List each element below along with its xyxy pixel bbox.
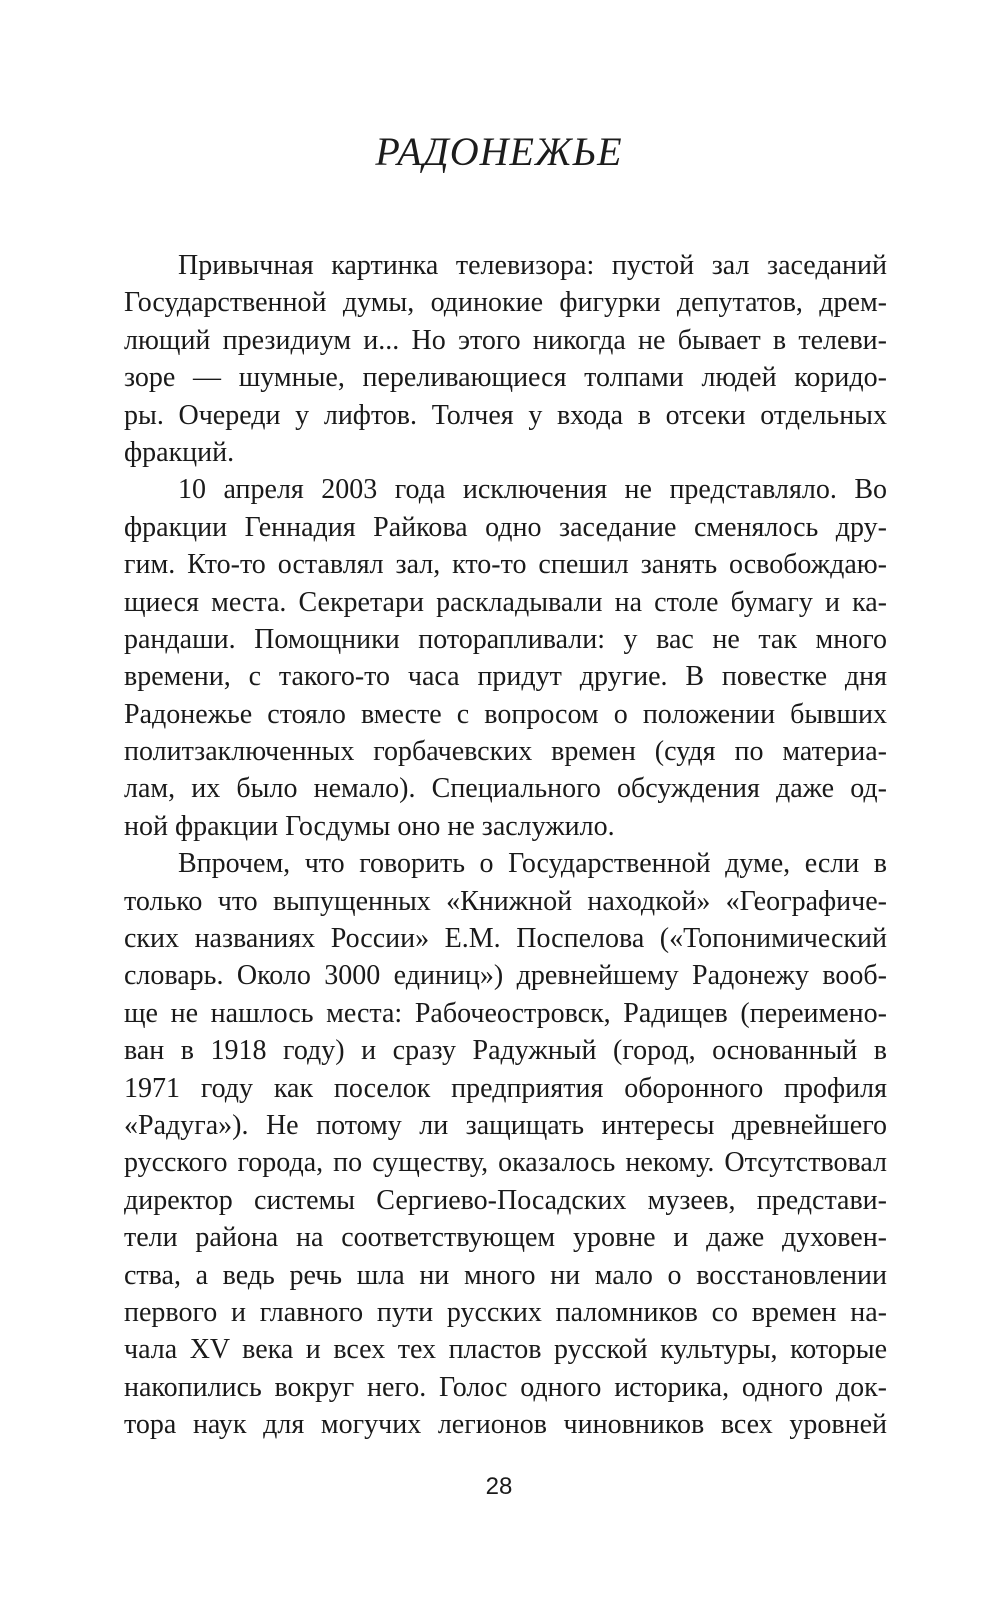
text-line: ры. Очереди у лифтов. Толчея у входа в отсеки отдельных [124, 399, 887, 431]
text-line: зоре — шумные, переливающиеся толпами людей коридо- [124, 362, 887, 394]
text-line: ских названиях России» Е.М. Поспелова («Топонимический [124, 923, 887, 955]
text-line: ван в 1918 году) и сразу Радужный (город, основанный в [124, 1035, 887, 1067]
text-line: лам, их было немало). Специального обсуждения даже од- [124, 773, 887, 805]
page-number: 28 [485, 1473, 513, 1500]
text-line: лющий президиум и... Но этого никогда не бывает в телеви- [124, 324, 887, 356]
text-line: 10 апреля 2003 года исключения не представляло. Во [178, 474, 887, 506]
text-line: Впрочем, что говорить о Государственной думе, если в [178, 848, 887, 880]
text-line: ще не нашлось места: Рабочеостровск, Радищев (переимено- [124, 997, 887, 1029]
text-line: русского города, по существу, оказалось некому. Отсутствовал [124, 1147, 887, 1179]
text-line: фракций. [124, 436, 235, 468]
text-line: тора наук для могучих легионов чиновников всех уровней [124, 1409, 887, 1441]
body-text [124, 247, 887, 1444]
text-line: времени, с такого-то часа придут другие. В повестке дня [124, 661, 887, 693]
chapter-title: РАДОНЕЖЬЕ [375, 129, 623, 174]
text-line: чала XV века и всех тех пластов русской культуры, которые [124, 1334, 887, 1366]
text-line: Радонежье стояло вместе с вопросом о положении бывших [124, 698, 887, 730]
text-line: 1971 году как поселок предприятия оборонного профиля [124, 1072, 887, 1104]
text-line: политзаключенных горбачевских времен (судя по материа- [124, 736, 887, 768]
text-line: тели района на соответствующем уровне и даже духовен- [124, 1222, 887, 1254]
text-line: первого и главного пути русских паломников со времен на- [124, 1296, 887, 1328]
text-line: словарь. Около 3000 единиц») древнейшему Радонежу вооб- [124, 960, 887, 992]
text-line: Привычная картинка телевизора: пустой зал заседаний [178, 250, 887, 281]
text-line: директор системы Сергиево-Посадских музеев, представи- [124, 1184, 887, 1216]
text-line: «Радуга»). Не потому ли защищать интересы древнейшего [124, 1109, 887, 1141]
text-line: гим. Кто-то оставлял зал, кто-то спешил занять освобождаю- [124, 549, 887, 581]
text-line: только что выпущенных «Книжной находкой» «Географиче- [124, 885, 887, 917]
text-line: Государственной думы, одинокие фигурки депутатов, дрем- [124, 287, 887, 319]
text-line: ной фракции Госдумы оно не заслужило. [124, 810, 615, 842]
text-line: фракции Геннадия Райкова одно заседание сменялось дру- [124, 511, 887, 543]
text-line: ства, а ведь речь шла ни много ни мало о восстановлении [124, 1259, 887, 1291]
text-line: накопились вокруг него. Голос одного историка, одного док- [124, 1371, 887, 1403]
text-line: щиеся места. Секретари раскладывали на столе бумагу и ка- [124, 586, 887, 618]
text-line: рандаши. Помощники поторапливали: у вас не так много [124, 623, 887, 655]
